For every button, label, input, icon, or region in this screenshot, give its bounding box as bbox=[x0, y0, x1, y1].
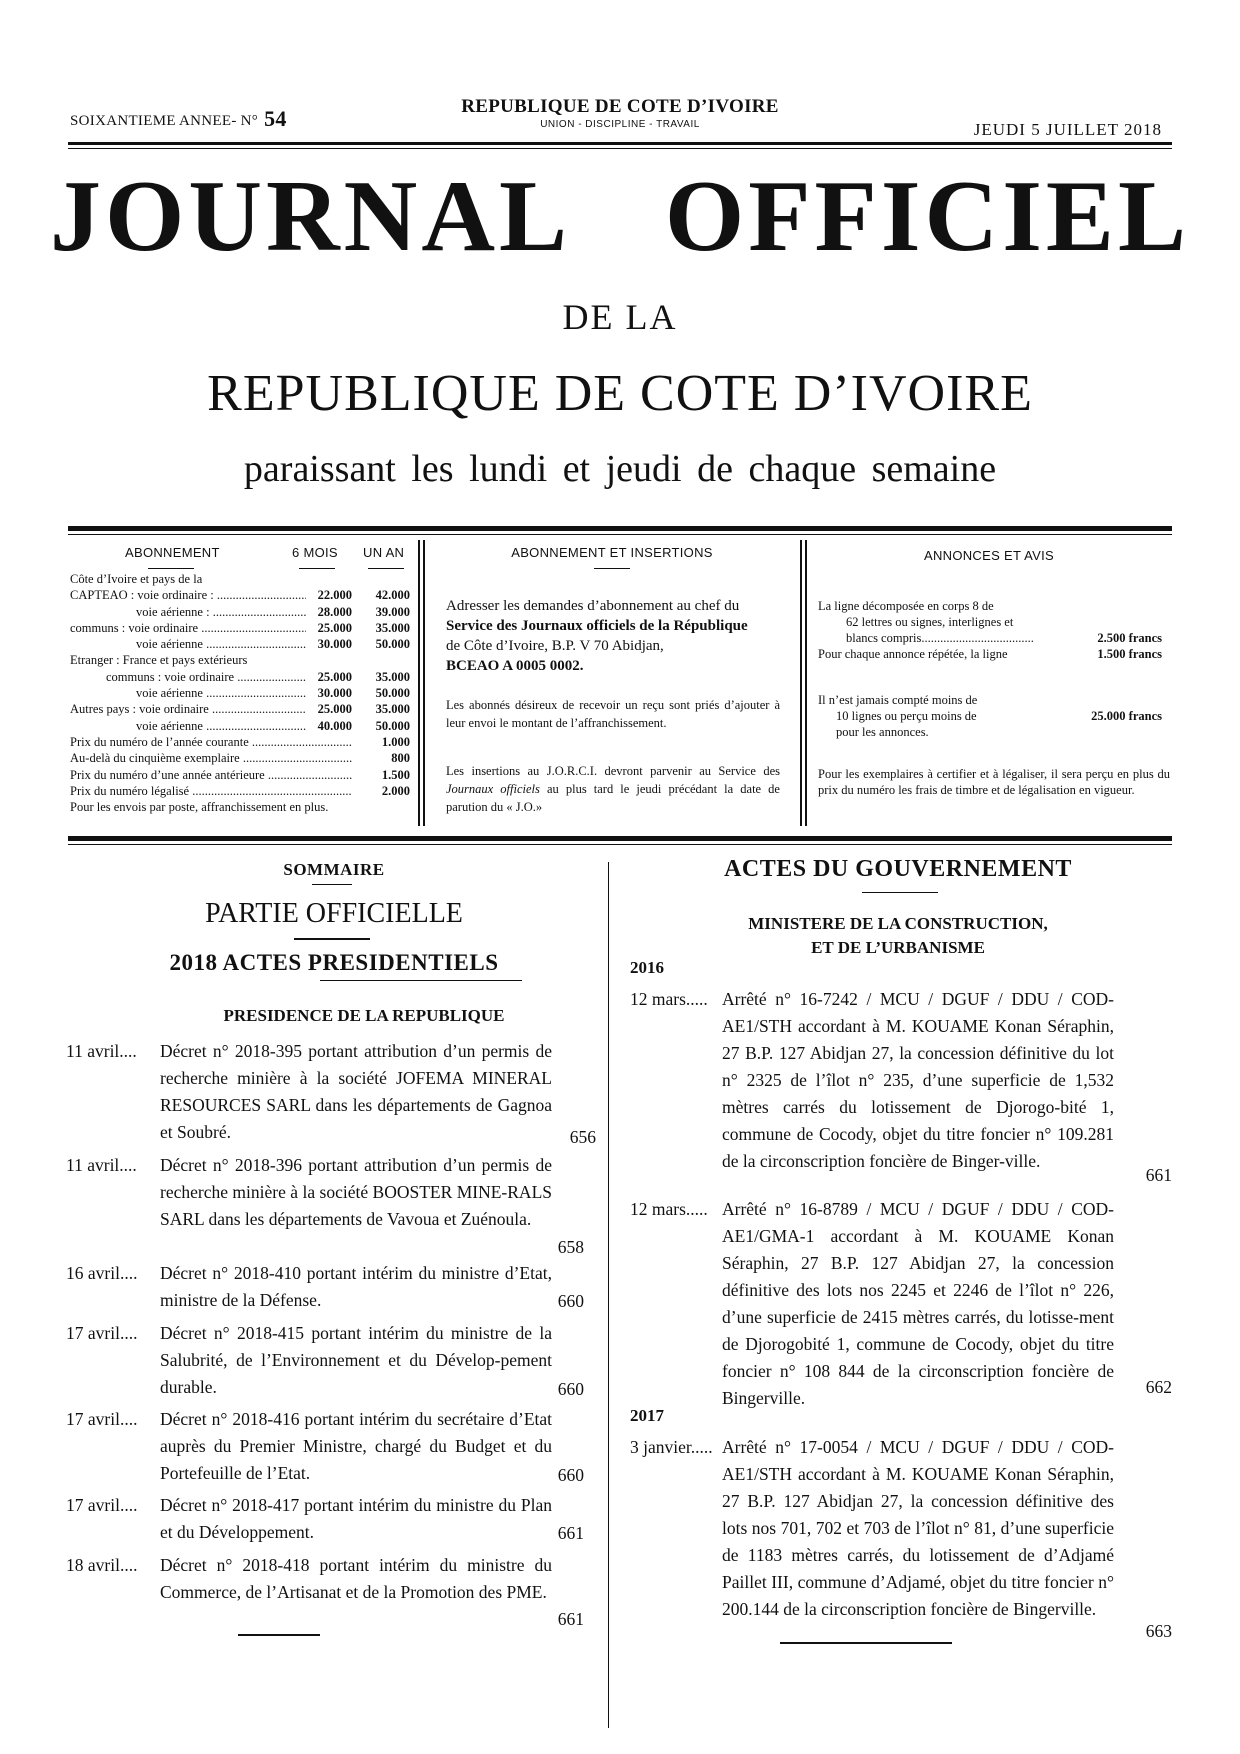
gouvernement-end-rule bbox=[780, 1642, 952, 1644]
entry-date: 16 avril.... bbox=[66, 1263, 138, 1283]
entry-date: 12 mars..... bbox=[630, 1199, 708, 1219]
entry-text: Décret n° 2018-396 portant attribution d’un permis de recherche minière à la société BOOSTER MINE-RALS SARL dans les départements de Vavoua et Zuénoula. bbox=[160, 1155, 552, 1229]
entry-page: 660 bbox=[557, 1291, 584, 1311]
entry-page: 662 bbox=[1145, 1377, 1172, 1397]
year-2017: 2017 bbox=[630, 1406, 664, 1425]
sommaire-title: SOMMAIRE bbox=[283, 860, 385, 879]
ministere-heading: MINISTERE DE LA CONSTRUCTION, ET DE L’URBANISME bbox=[748, 914, 1048, 957]
insertions-recu: Les abonnés désireux de recevoir un reçu sont priés d’ajouter à leur envoi le montant de l’affranchissement. bbox=[446, 698, 780, 730]
abonnement-title-underline bbox=[148, 568, 194, 569]
entry-text: Décret n° 2018-418 portant intérim du ministre du Commerce, de l’Artisanat et de la Promotion des PME. bbox=[160, 1555, 552, 1602]
entry-text: Décret n° 2018-395 portant attribution d’un permis de recherche minière à la société JOFEMA MINERAL RESOURCES SARL dans les départements de Gagnoa et Soubré. bbox=[160, 1041, 552, 1142]
sommaire-entry bbox=[66, 1038, 596, 1148]
entry-page: 660 bbox=[557, 1465, 584, 1485]
entry-date: 11 avril.... bbox=[66, 1041, 137, 1061]
gouvernement-entry bbox=[630, 1434, 1172, 1644]
entry-date: 17 avril.... bbox=[66, 1323, 138, 1343]
info-top-rule-thin bbox=[68, 534, 1172, 535]
issue-date: JEUDI 5 JUILLET 2018 bbox=[973, 120, 1162, 139]
abonnement-row: voie aérienne : ..... 28.000 39.000 bbox=[70, 604, 410, 620]
abonnement-row: CAPTEAO : voie ordinaire : ..... 22.000 42.000 bbox=[70, 587, 410, 603]
abonnement-6mois-underline bbox=[299, 568, 335, 569]
entry-text: Décret n° 2018-410 portant intérim du ministre d’Etat, ministre de la Défense. bbox=[160, 1263, 552, 1310]
sommaire-entry bbox=[66, 1152, 596, 1262]
annonces-legalisation: Pour les exemplaires à certifier et à légaliser, il sera perçu en plus du prix du numéro les frais de timbre et de légalisation en vigueur. bbox=[818, 767, 1170, 797]
abonnement-intro: Côte d’Ivoire et pays de la bbox=[70, 572, 203, 586]
column-divider bbox=[608, 862, 609, 1728]
sommaire-entry bbox=[66, 1552, 596, 1634]
entry-page: 663 bbox=[1145, 1621, 1172, 1641]
abonnement-etranger: Etranger : France et pays extérieurs bbox=[70, 653, 248, 668]
entry-text: Arrêté n° 16-8789 / MCU / DGUF / DDU / COD-AE1/GMA-1 accordant à M. KOUAME Konan Séraphin, 27 B.P. 127 Abidjan 27, la concession définitive des lots nos 2245 et 2246 de l’îlot n° 226, d’une superficie de 2415 mètres carrés, du lotisse-ment de Djorogobité 1, commune de Cocody, objet du titre foncier n° 108 844 de la circonscription foncière de Bingerville. bbox=[722, 1199, 1114, 1408]
prix-row: Prix du numéro d’une année antérieure ..... 1.500 bbox=[70, 767, 410, 783]
entry-date: 12 mars..... bbox=[630, 989, 708, 1009]
entry-text: Décret n° 2018-415 portant intérim du ministre de la Salubrité, de l’Environnement et du Dévelop-pement durable. bbox=[160, 1323, 552, 1397]
gouvernement-entry bbox=[630, 1196, 1172, 1408]
info-divider-1 bbox=[418, 540, 420, 826]
partie-underline bbox=[294, 938, 370, 940]
gouvernement-entry bbox=[630, 986, 1172, 1194]
issue-number: 54 bbox=[264, 106, 287, 131]
entry-text: Décret n° 2018-417 portant intérim du ministre du Plan et du Développement. bbox=[160, 1495, 552, 1542]
insertions-title: ABONNEMENT ET INSERTIONS bbox=[511, 545, 713, 560]
masthead-de-la: DE LA bbox=[562, 297, 678, 337]
gouvernement-title: ACTES DU GOUVERNEMENT bbox=[724, 856, 1072, 882]
entry-date: 3 janvier..... bbox=[630, 1437, 713, 1457]
entry-date: 11 avril.... bbox=[66, 1155, 137, 1175]
entry-page: 661 bbox=[1145, 1165, 1172, 1185]
prix-row: Prix du numéro de l’année courante ..... 1.000 bbox=[70, 734, 410, 750]
abonnement-table bbox=[70, 571, 410, 815]
journal-title: JOURNAL OFFICIEL bbox=[50, 160, 1190, 273]
header-republic-name: REPUBLIQUE DE COTE D’IVOIRE bbox=[461, 96, 779, 117]
abonnement-footer: Pour les envois par poste, affranchissement en plus. bbox=[70, 800, 329, 815]
actes-underline bbox=[320, 980, 522, 981]
entry-text: Arrêté n° 16-7242 / MCU / DGUF / DDU / COD-AE1/STH accordant à M. KOUAME Konan Séraphin, 27 B.P. 127 Abidjan 27, la concession définitive du lot n° 2325 de l’îlot n° 235, d’une superficie de 1,532 mètres carrés du lotissement de Djorogo-bité 1, commune de Cocody, objet du titre foncier n° 109.281 de la circonscription foncière de Binger-ville. bbox=[722, 989, 1114, 1171]
entry-date: 17 avril.... bbox=[66, 1409, 138, 1429]
entry-date: 17 avril.... bbox=[66, 1495, 138, 1515]
header-motto: UNION - DISCIPLINE - TRAVAIL bbox=[540, 119, 700, 130]
entry-page: 658 bbox=[557, 1237, 584, 1257]
masthead-tagline: paraissant les lundi et jeudi de chaque semaine bbox=[243, 448, 997, 490]
sommaire-entry bbox=[66, 1260, 596, 1316]
sommaire-end-rule bbox=[238, 1634, 320, 1636]
info-bottom-rule bbox=[68, 836, 1172, 841]
info-bottom-rule-thin bbox=[68, 844, 1172, 845]
annonces-minimum: Il n’est jamais compté moins de 10 lignes ou perçu moins de 25.000 francs pour les annonces. bbox=[818, 693, 1162, 739]
abonnement-row: voie aérienne ..... 40.000 50.000 bbox=[70, 718, 410, 734]
abonnement-row: communs : voie ordinaire ..... 25.000 35.000 bbox=[70, 669, 410, 685]
insertions-address: Adresser les demandes d’abonnement au chef du Service des Journaux officiels de la République de Côte d’Ivoire, B.P. V 70 Abidjan, BCEAO A 0005 0002. bbox=[446, 598, 748, 674]
entry-page: 661 bbox=[557, 1523, 584, 1543]
abonnement-row: Autres pays : voie ordinaire ..... 25.000 35.000 bbox=[70, 701, 410, 717]
insertions-delai: Les insertions au J.O.R.C.I. devront parvenir au Service des Journaux officiels au plus tard le jeudi précédant la date de parution du « J.O.» bbox=[446, 764, 780, 814]
actes-presidentiels: 2018 ACTES PRESIDENTIELS bbox=[169, 950, 499, 975]
abonnement-row: voie aérienne ..... 30.000 50.000 bbox=[70, 685, 410, 701]
sommaire-entry bbox=[66, 1492, 596, 1548]
header-rule-thin bbox=[68, 148, 1172, 149]
year-2016: 2016 bbox=[630, 958, 664, 977]
abonnement-col-6mois: 6 MOIS bbox=[292, 545, 338, 560]
abonnement-an-underline bbox=[368, 568, 404, 569]
entry-page: 660 bbox=[557, 1379, 584, 1399]
info-divider-2 bbox=[800, 540, 802, 826]
annonces-title: ANNONCES ET AVIS bbox=[923, 548, 1055, 563]
sommaire-entry bbox=[66, 1406, 596, 1488]
presidence-heading: PRESIDENCE DE LA REPUBLIQUE bbox=[223, 1006, 505, 1025]
info-top-rule bbox=[68, 526, 1172, 531]
prix-row: Prix du numéro légalisé ..... 2.000 bbox=[70, 783, 410, 799]
entry-text: Arrêté n° 17-0054 / MCU / DGUF / DDU / COD-AE1/STH accordant à M. KOUAME Konan Séraphin, 27 B.P. 127 Abidjan 27, la concession définitive des lots nos 701, 702 et 703 de l’îlot n° 81, d’une superficie de 1183 mètres carrés, du lotissement de d’Adjamé Paillet III, commune d’Adjamé, objet du titre foncier n° 200.144 de la circonscription foncière de Bingerville. bbox=[722, 1437, 1114, 1619]
header-rule bbox=[68, 142, 1172, 145]
info-divider-2b bbox=[805, 540, 807, 826]
entry-page: 661 bbox=[557, 1609, 584, 1629]
abonnement-title: ABONNEMENT bbox=[125, 545, 220, 560]
gouvernement-underline bbox=[862, 892, 938, 893]
entry-page: 656 bbox=[569, 1127, 596, 1147]
annonces-tarifs: La ligne décomposée en corps 8 de 62 lettres ou signes, interlignes et blancs compris.................................... 2.500 francs Pour chaque annonce répétée, la ligne 1.500 francs bbox=[818, 599, 1162, 661]
masthead-republic: REPUBLIQUE DE COTE D’IVOIRE bbox=[207, 365, 1033, 422]
partie-officielle: PARTIE OFFICIELLE bbox=[205, 898, 463, 929]
abonnement-col-an: UN AN bbox=[363, 545, 405, 560]
abonnement-row: communs : voie ordinaire ..... 25.000 35.000 bbox=[70, 620, 410, 636]
issue-number-label: SOIXANTIEME ANNEE- N° 54 bbox=[70, 106, 287, 131]
entry-text: Décret n° 2018-416 portant intérim du secrétaire d’Etat auprès du Premier Ministre, chargé du Budget et du Portefeuille de l’Etat. bbox=[160, 1409, 552, 1483]
abonnement-row: voie aérienne ..... 30.000 50.000 bbox=[70, 636, 410, 652]
entry-date: 18 avril.... bbox=[66, 1555, 138, 1575]
sommaire-underline bbox=[312, 884, 352, 885]
prix-row: Au-delà du cinquième exemplaire ..... 800 bbox=[70, 750, 410, 766]
insertions-title-underline bbox=[594, 568, 630, 569]
sommaire-entry bbox=[66, 1320, 596, 1402]
info-divider-1b bbox=[423, 540, 425, 826]
